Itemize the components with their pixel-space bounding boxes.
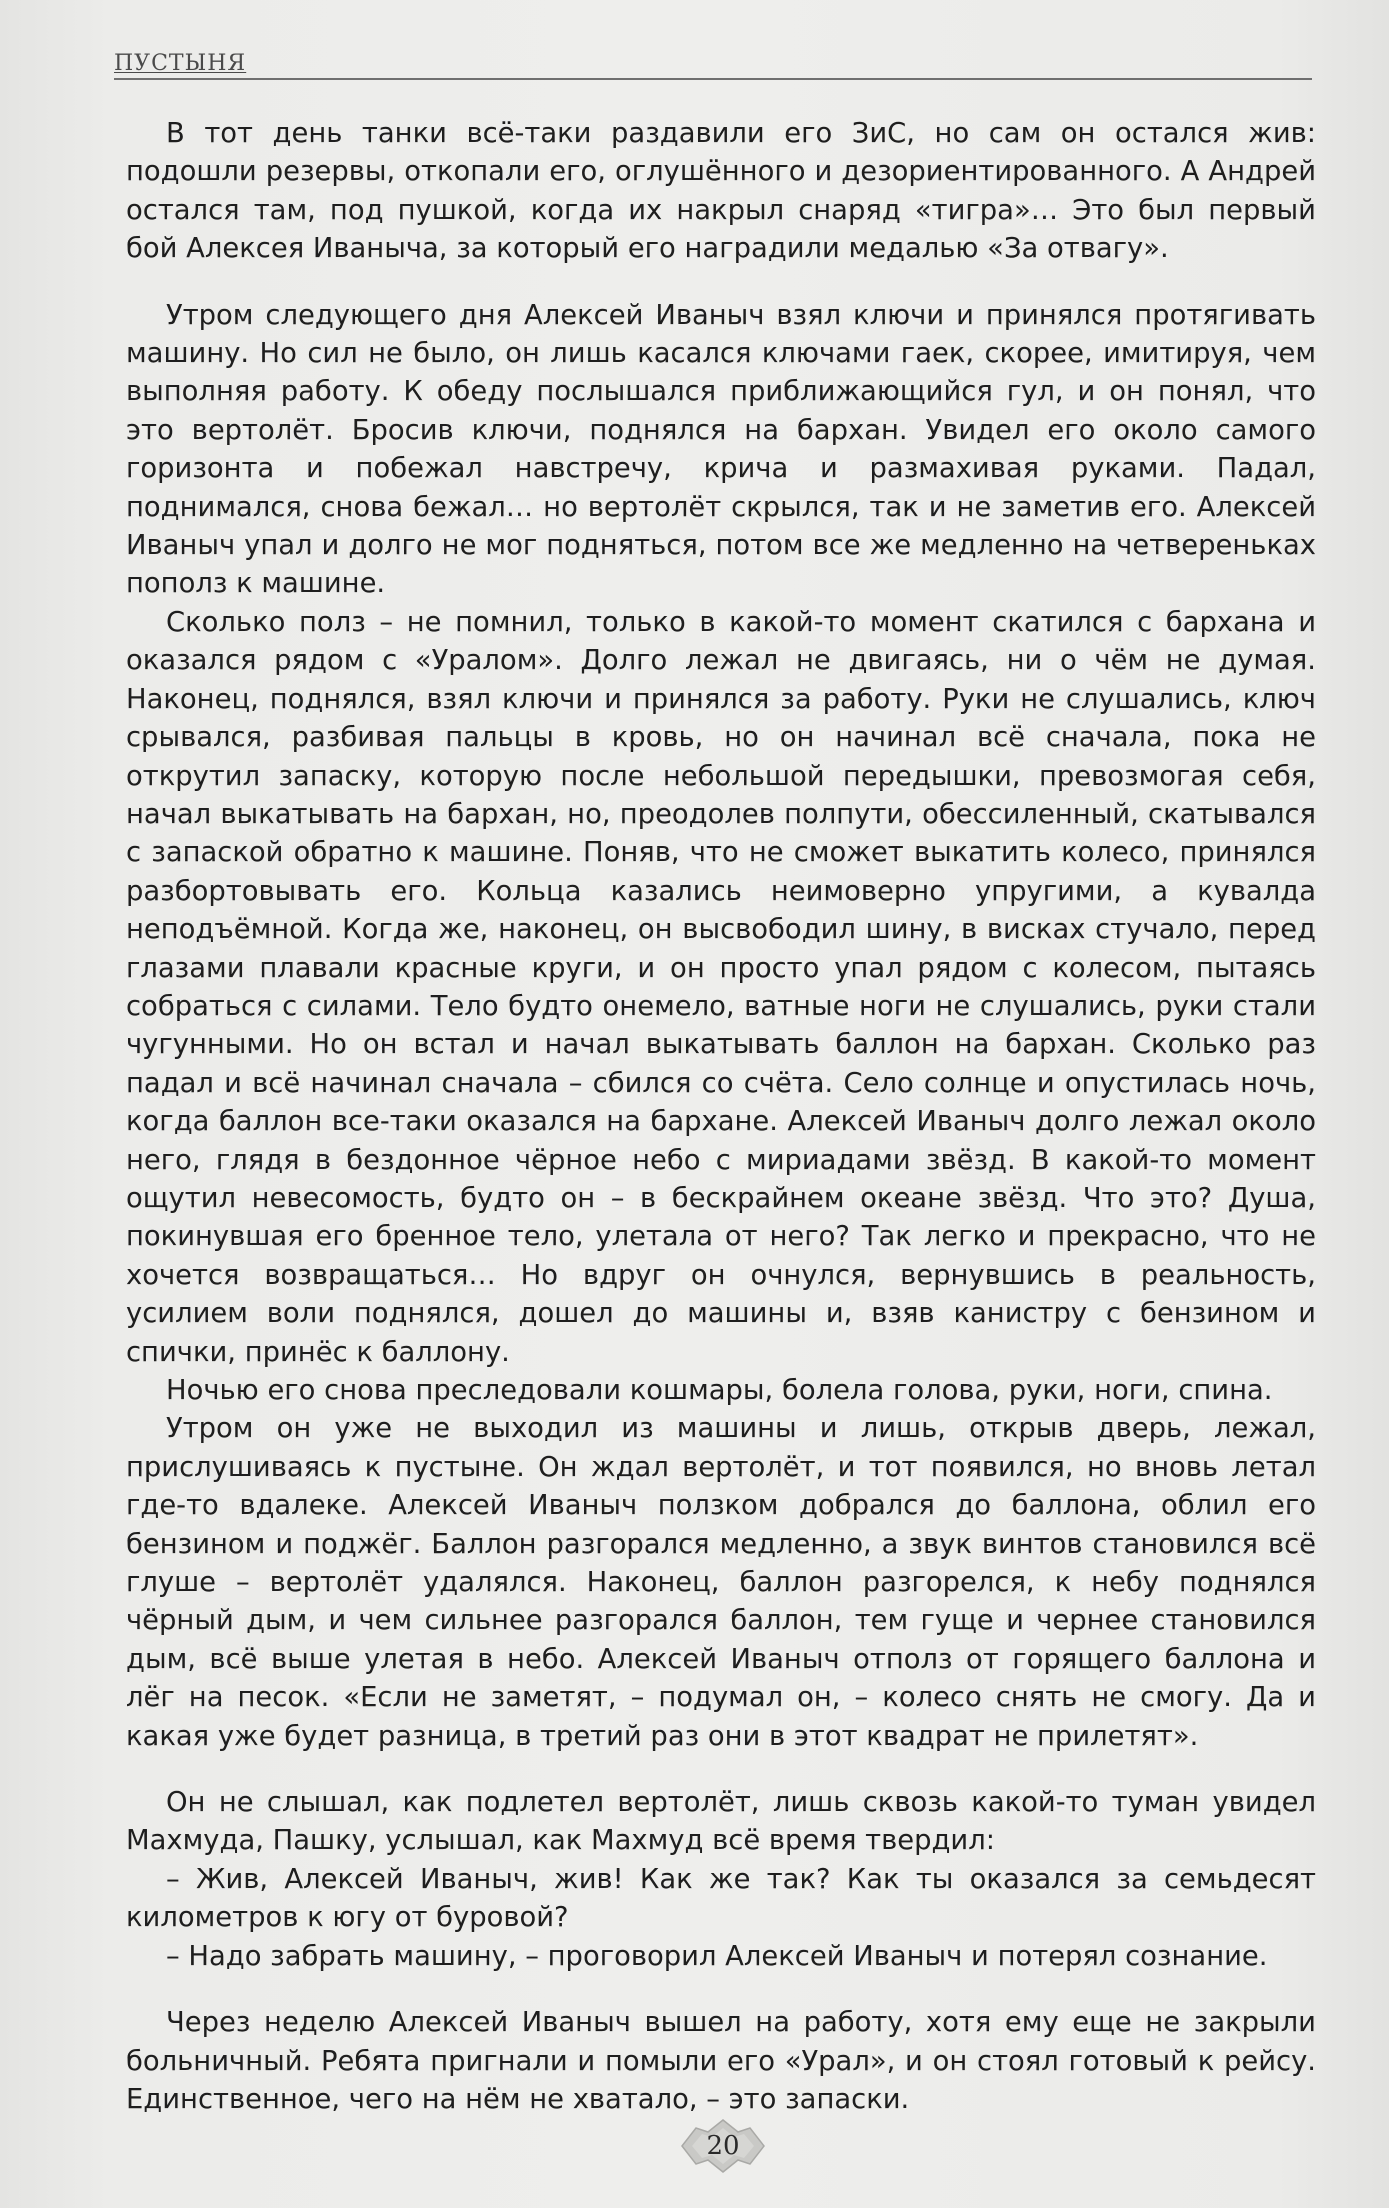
paragraph: Утром он уже не выходил из машины и лишь, открыв дверь, лежал, прислушиваясь к пустыне. Он ждал вертолёт, и тот появился, но вновь летал где-то вдалеке. Алексей Иваныч ползком добрался до баллона, облил его бензином и поджёг. Баллон разгорался медленно, а звук винтов становился всё глуше – вертолёт удалялся. Наконец, баллон разгорелся, к небу поднялся чёрный дым, и чем сильнее разгорался баллон, тем гуще и чернее становился дым, всё выше улетая в небо. Алексей Иваныч отполз от горящего баллона и лёг на песок. «Если не заметят, – подумал он, – колесо снять не смогу. Да и какая уже будет разница, в третий раз они в этот квадрат не прилетят».: [126, 1413, 1316, 1752]
paragraph: Через неделю Алексей Иваныч вышел на работу, хотя ему еще не закрыли больничный. Ребята пригнали и помыли его «Урал», и он стоял готовый к рейсу. Единственное, чего на нём не хватало, – это запаски.: [126, 2007, 1316, 2115]
paragraph: Сколько полз – не помнил, только в какой-то момент скатился с бархана и оказался рядом с «Уралом». Долго лежал не двигаясь, ни о чём не думая. Наконец, поднялся, взял ключи и принялся за работу. Руки не слушались, ключ срывался, разбивая пальцы в кровь, но он начинал всё сначала, пока не открутил запаску, которую после небольшой передышки, превозмогая себя, начал выкатывать на бархан, но, преодолев полпути, обессиленный, скатывался с запаской обратно к машине. Поняв, что не сможет выкатить колесо, принялся разбортовывать его. Кольца казались неимоверно упругими, а кувалда неподъёмной. Когда же, наконец, он высвободил шину, в висках стучало, перед глазами плавали красные круги, и он просто упал рядом с колесом, пытаясь собраться с силами. Тело будто онемело, ватные ноги не слушались, руки стали чугунными. Но он встал и начал выкатывать баллон на бархан. Сколько раз падал и всё начинал сначала – сбился со счёта. Село солнце и опустилась ночь, когда баллон все-таки оказался на бархане. Алексей Иваныч долго лежал около него, глядя в бездонное чёрное небо с мириадами звёзд. В какой-то момент ощутил невесомость, будто он – в бескрайнем океане звёзд. Что это? Душа, покинувшая его бренное тело, улетала от него? Так легко и прекрасно, что не хочется возвращаться… Но вдруг он очнулся, вернувшись в реальность, усилием воли поднялся, дошел до машины и, взяв канистру с бензином и спички, принёс к баллону.: [126, 606, 1316, 1368]
paragraph: Ночью его снова преследовали кошмары, болела голова, руки, ноги, спина.: [166, 1375, 1273, 1406]
running-header: [114, 48, 1312, 80]
paragraph: Утром следующего дня Алексей Иваныч взял ключи и принялся протягивать машину. Но сил не было, он лишь касался ключами гаек, скорее, имитируя, чем выполняя работу. К обеду послышался приближающийся гул, и он понял, что это вертолёт. Бросив ключи, поднялся на бархан. Увидел его около самого горизонта и побежал навстречу, крича и размахивая руками. Падал, поднимался, снова бежал… но вертолёт скрылся, так и не заметив его. Алексей Иваныч упал и долго не мог подняться, потом все же медленно на четвереньках пополз к машине.: [126, 299, 1316, 600]
paragraph: В тот день танки всё-таки раздавили его ЗиС, но сам он остался жив: подошли резервы, откопали его, оглушённого и дезориентированного. А Андрей остался там, под пушкой, когда их накрыл снаряд «тигра»… Это был первый бой Алексея Иваныча, за который его наградили медалью «За отвагу».: [126, 118, 1316, 265]
running-title: ПУСТЫНЯ: [114, 51, 247, 76]
paragraph: Он не слышал, как подлетел вертолёт, лишь сквозь какой-то туман увидел Махмуда, Пашку, услышал, как Махмуд всё время твердил:: [126, 1787, 1316, 1857]
dialogue-line: – Жив, Алексей Иваныч, жив! Как же так? Как ты оказался за семьдесят километров к югу от буровой?: [126, 1863, 1316, 1934]
page-number-badge: [678, 2118, 768, 2174]
dialogue-line: – Надо забрать машину, – проговорил Алексей Иваныч и потерял сознание.: [166, 1940, 1268, 1972]
body-text: [126, 115, 1316, 2119]
page-number: 20: [706, 2131, 740, 2161]
